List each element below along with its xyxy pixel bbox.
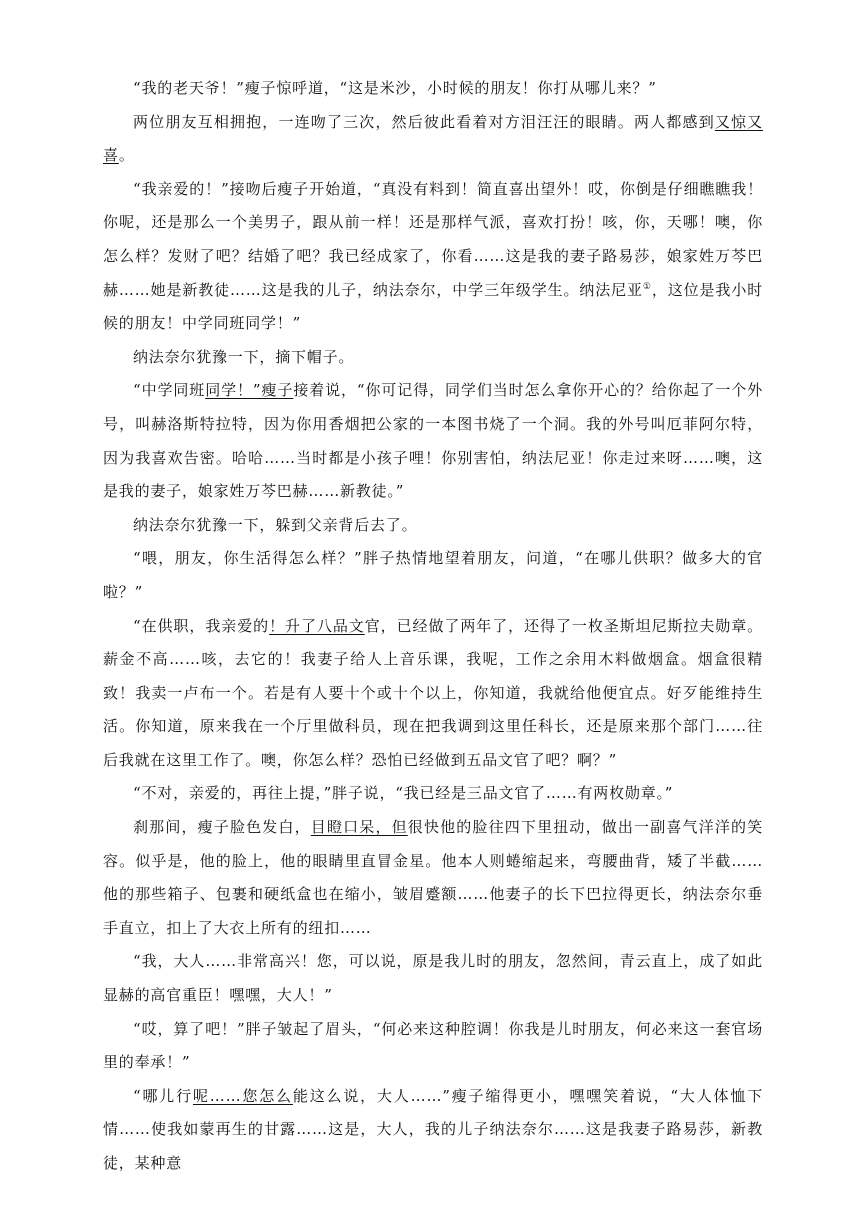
- text-run: “我的老天爷！”瘦子惊呼道，“这是米沙，小时候的朋友！你打从哪儿来？”: [133, 79, 657, 97]
- document-body: [103, 72, 763, 1181]
- text-run: 能这么说，大人……”瘦子缩得更小，嘿嘿笑着说，“大人体恤下情……使我如蒙再生的甘露……这是，大人，我的儿子纳法奈尔……这是我妻子路易莎，新教徒，某种意: [103, 1086, 763, 1172]
- text-run: “哎，算了吧！”胖子皱起了眉头，“何必来这种腔调！你我是儿时朋友，何必来这一套官场里的奉承！”: [103, 1019, 763, 1072]
- paragraph: [103, 509, 763, 543]
- paragraph: [103, 173, 763, 341]
- text-run: “我亲爱的！”接吻后瘦子开始道，“真没有料到！简直喜出望外！哎，你倒是仔细瞧瞧我！你呢，还是那么一个美男子，跟从前一样！还是那样气派，喜欢打扮！咳，你，天哪！噢，你怎么样？发财了吧？结婚了吧？我已经成家了，你看……这是我的妻子路易莎，娘家姓万芩巴赫……她是新教徒……这是我的儿子，纳法奈尔，中学三年级学生。纳法尼亚: [103, 179, 763, 299]
- underlined-text: 目瞪口呆，但: [310, 818, 408, 837]
- paragraph: [103, 811, 763, 945]
- text-run: 官，已经做了两年了，还得了一枚圣斯坦尼斯拉夫勋章。薪金不高……咳，去它的！我妻子给人上音乐课，我呢，工作之余用木料做烟盒。烟盒很精致！我卖一卢布一个。若是有人要十个或十个以上，你知道，我就给他便宜点。好歹能维持生活。你知道，原来我在一个厅里做科员，现在把我调到这里任科长，还是原来那个部门……往后我就在这里工作了。噢，你怎么样？恐怕已经做到五品文官了吧？啊？”: [103, 616, 763, 769]
- paragraph: [103, 1013, 763, 1080]
- text-run: “在供职，我亲爱的: [133, 616, 270, 635]
- text-run: “中学同班: [133, 381, 206, 400]
- footnote-mark: ①: [642, 281, 652, 292]
- underlined-text: 又惊又喜: [103, 112, 763, 165]
- text-run: “我，大人……非常高兴！您，可以说，原是我儿时的朋友，忽然间，青云直上，成了如此显赫的高官重臣！嘿嘿，大人！”: [103, 952, 763, 1005]
- text-run: 刹那间，瘦子脸色发白，: [133, 818, 311, 837]
- text-run: 接着说，“你可记得，同学们当时怎么拿你开心的？给你起了一个外号，叫赫洛斯特拉特，因为你用香烟把公家的一本图书烧了一个洞。我的外号叫厄菲阿尔特，因为我喜欢告密。哈哈……当时都是小孩子哩！你别害怕，纳法尼亚！你走过来呀……噢，这是我的妻子，娘家姓万芩巴赫……新教徒。”: [103, 381, 764, 501]
- paragraph: [103, 945, 763, 1012]
- text-run: 很快他的脸往四下里扭动，做出一副喜气洋洋的笑容。似乎是，他的脸上，他的眼睛里直冒金星。他本人则蜷缩起来，弯腰曲背，矮了半截……他的那些箱子、包裹和硬纸盒也在缩小，皱眉蹙额……他妻子的长下巴拉得更长，纳法奈尔垂手直立，扣上了大衣上所有的纽扣……: [103, 818, 763, 937]
- text-run: 纳法奈尔犹豫一下，躲到父亲背后去了。: [133, 515, 418, 534]
- paragraph: [103, 374, 763, 508]
- text-run: 两位朋友互相拥抱，一连吻了三次，然后彼此看着对方泪汪汪的眼睛。两人都感到: [133, 112, 715, 131]
- paragraph: [103, 610, 763, 778]
- text-run: 纳法奈尔犹豫一下，摘下帽子。: [133, 347, 355, 366]
- paragraph: [103, 72, 763, 106]
- text-run: 。: [118, 146, 135, 165]
- paragraph: [103, 106, 763, 173]
- underlined-text: 同学！”瘦子: [205, 381, 294, 400]
- underlined-text: ！升了八品文: [269, 616, 365, 635]
- paragraph: [103, 777, 763, 811]
- text-run: “喂，朋友，你生活得怎么样？”胖子热情地望着朋友，问道，“在哪儿供职？做多大的官啦？”: [103, 549, 763, 601]
- text-run: “不对，亲爱的，再往上提，”胖子说，“我已经是三品文官了……有两枚勋章。”: [133, 784, 674, 803]
- text-run: “哪儿行: [133, 1086, 193, 1105]
- paragraph: [103, 542, 763, 609]
- paragraph: [103, 1080, 763, 1181]
- text-run: ，这位是我小时候的朋友！中学同班同学！”: [103, 280, 764, 333]
- underlined-text: 呢……您怎么: [192, 1086, 293, 1105]
- paragraph: [103, 341, 763, 375]
